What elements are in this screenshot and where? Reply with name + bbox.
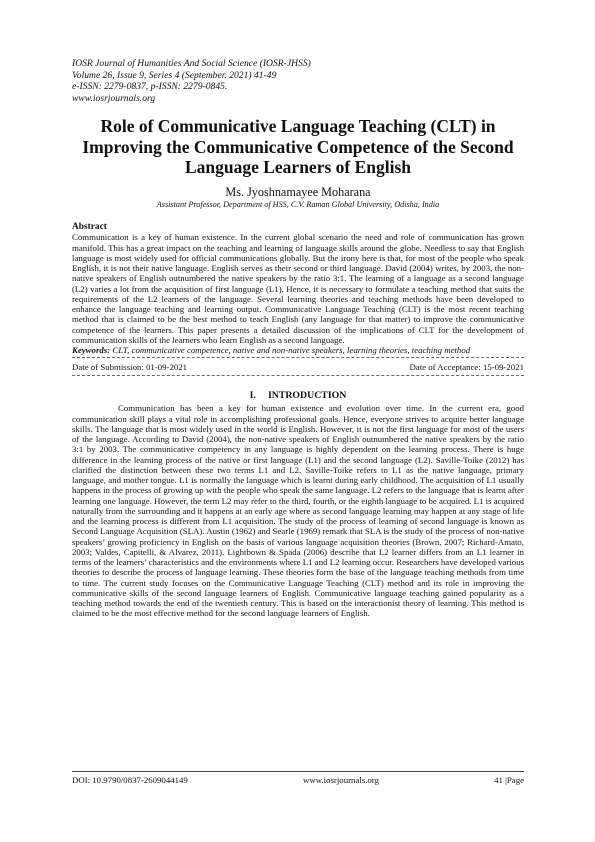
divider-bottom: [72, 375, 524, 376]
page-footer: [72, 775, 524, 786]
author-affiliation: Assistant Professor, Department of HSS, C.V. Raman Global University, Odisha, India: [156, 199, 440, 209]
footer-rule: [72, 771, 524, 772]
section-heading: [72, 390, 524, 402]
abstract-text: Communication is a key of human existence. In the current global scenario the need and role of communication has grown manifold. This has a great impact on the teaching and learning of language skills around the globe. Needless to say that English language is most widely used for official communications globally. But the irony here is that, for most of the people who speak English, it is not their native language. English serves as their second or third language. David (2004) writes, by 2003, the non-native speakers of English outnumbered the native speakers by the ratio 3:1. The learning of a language as a second language (L2) varies a lot from the acquisition of first language (L1). Hence, it is necessary to formulate a teaching method that suits the requirements of the L2 learners of the language. Several learning theories and teaching methods have been developed to enhance the language teaching and learning output. Communicative Language Teaching (CLT) is the most recent teaching method that is claimed to be the best method to teach English (any language for that matter) to improve the communicative competence of the learners. This paper presents a detailed discussion of the implications of CLT for the development of communication skills of the learners who learn English as a second language.: [72, 232, 524, 345]
journal-issn: e-ISSN: 2279-0837, p-ISSN: 2279-0845.: [72, 81, 228, 93]
section-title: INTRODUCTION: [267, 390, 347, 402]
section-number: I.: [249, 390, 256, 402]
footer-site[interactable]: www.iosrjournals.org: [302, 775, 379, 785]
journal-volume: Volume 26, Issue 9, Series 4 (September. 2021) 41-49: [72, 69, 277, 81]
paper-title: Role of Communicative Language Teaching (CLT) in Improving the Communicative Competence of the Second Language Learners of English: [82, 116, 514, 178]
footer-page: 41 |Page: [494, 775, 524, 785]
acceptance-date: Date of Acceptance: 15-09-2021: [409, 362, 524, 373]
journal-url[interactable]: www.iosrjournals.org: [72, 92, 156, 104]
footer-doi: DOI: 10.9790/0837-2609044149: [72, 775, 188, 785]
abstract-heading: Abstract: [72, 221, 107, 232]
page: [72, 58, 524, 619]
submission-date: Date of Submission: 01-09-2021: [72, 362, 188, 373]
keywords-text: CLT, communicative competence, native and non-native speakers, learning theories, teaching method: [112, 345, 471, 356]
keywords-label: Keywords:: [72, 345, 111, 356]
keywords: [72, 345, 524, 355]
section-body: Communication has been a key for human existence and evolution over time. In the current era, good communication skill plays a vital role in accomplishing professional goals. Hence, everyone strives to acquire better language skills. The language that is most widely used in the world is English. However, it is not the first language for most of the users of the language. According to David (2004), the non-native speakers of English outnumbered the native speakers by the ratio 3:1 by 2003. The communicative competency in any language is highly dependent on the learning process. There is huge difference in the learning process of the native or first language (L1) and the second language (L2). Saville-Toike (2012) has clarified the distinction between these two terms L1 and L2. Saville-Toike refers to L1 as the native language, primary language, and mother tongue. L1 is normally the language which is learnt during early childhood. The acquisition of L1 usually happens in the process of growing up with the people who speak the same language. L2 refers to the language that is learnt after learning one language. However, the term L2 may refer to the third, fourth, or the eighth language to be acquired. L1 is acquired naturally from the surrounding and it happens at an early age where as second language learning may happen at any stage of life and the learning process is different from L1 acquisition. The study of the process of learning of second language is known as Second Language Acquisition (SLA). Austin (1962) and Searle (1969) remark that SLA is the study of the process of non-native speakers’ growing proficiency in English on the basis of various language acquisition theories (Brown, 2007; Richard-Amato, 2003; Valdes, Capitelli, & Alvarez, 2011). Lightbown & Spada (2006) describe that L2 learner differs from an L1 learner in terms of the learners’ characteristics and the environments where L1 and L2 learning occur. Researchers have developed various theories to describe the process of language learning. These theories form the base of the language teaching methods from time to time. The current study focuses on the Communicative Language Teaching (CLT) method and its role in improving the communicative skills of the second language learners of English. Communicative language teaching gained popularity as a teaching method towards the end of the twentieth century. This is based on the interactionist theory of learning. This method is claimed to be the most effective method for the second language learners of English.: [72, 403, 524, 619]
journal-name: IOSR Journal of Humanities And Social Science (IOSR-JHSS): [72, 58, 311, 69]
journal-header: [72, 58, 524, 104]
dates-row: [72, 362, 524, 373]
divider-top: [72, 357, 524, 358]
author-name: Ms. Jyoshnamayee Moharana: [225, 184, 371, 199]
